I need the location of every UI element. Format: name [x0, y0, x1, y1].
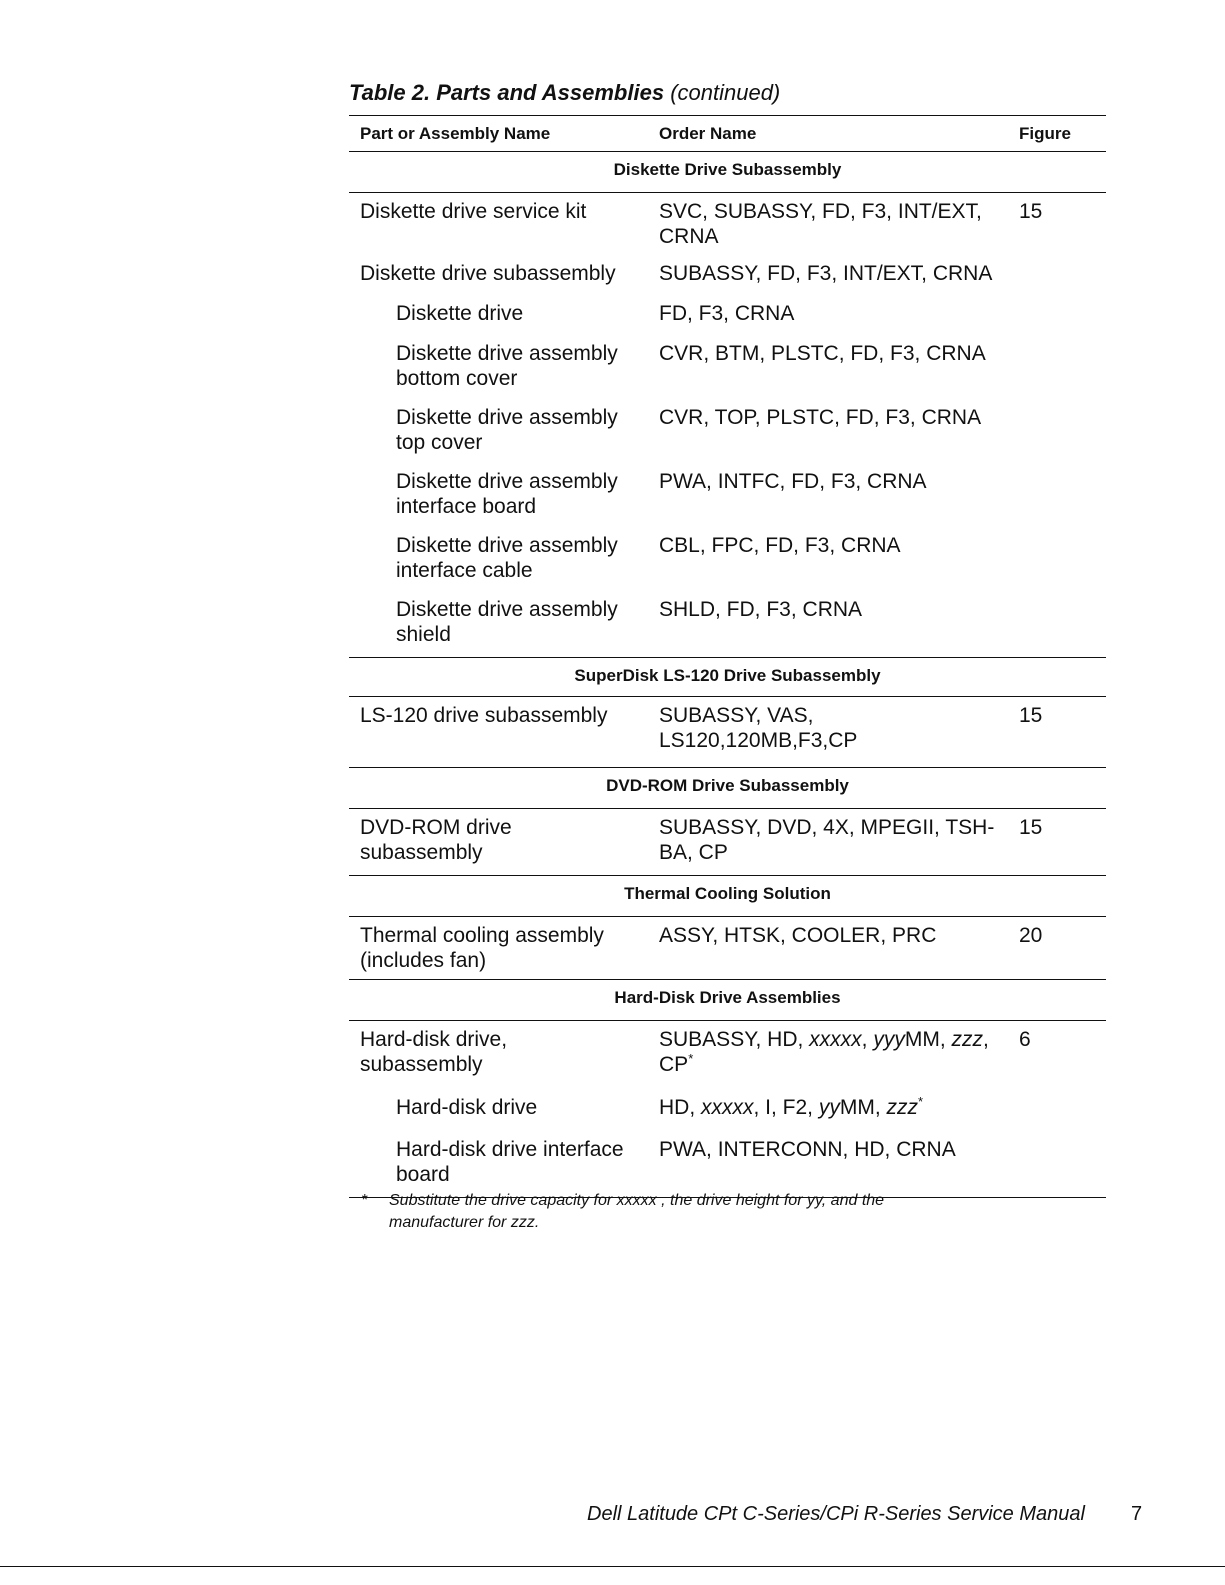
figure-number: 15 — [1019, 704, 1043, 727]
table-row — [349, 923, 1106, 979]
part-name: Diskette drive — [396, 302, 524, 325]
order-text: HD, — [659, 1096, 701, 1119]
order-name: SUBASSY, FD, F3, INT/EXT, CRNA — [659, 262, 993, 285]
part-name: Diskette drive assembly bottom cover — [396, 342, 618, 390]
table-header-row — [349, 116, 1106, 151]
section-heading-thermal: Thermal Cooling Solution — [624, 884, 831, 903]
order-name: CVR, TOP, PLSTC, FD, F3, CRNA — [659, 406, 982, 429]
section-heading-diskette: Diskette Drive Subassembly — [613, 160, 842, 179]
order-name — [659, 1027, 999, 1077]
section-rule — [349, 1020, 1106, 1021]
part-name: Diskette drive assembly interface board — [396, 470, 618, 518]
page-number: 7 — [1131, 1503, 1143, 1525]
order-name: SUBASSY, DVD, 4X, MPEGII, TSH-BA, CP — [659, 816, 995, 864]
part-name: DVD-ROM drive subassembly — [360, 816, 512, 864]
order-name — [659, 1095, 1009, 1120]
capacity-placeholder: xxxxx — [809, 1028, 862, 1051]
figure-number: 15 — [1019, 200, 1043, 223]
table-row — [349, 703, 1106, 767]
height-placeholder: yyy — [873, 1028, 905, 1051]
page-bottom-rule — [0, 1566, 1225, 1567]
order-text: , CP — [659, 1028, 989, 1076]
figure-number: 20 — [1019, 924, 1043, 947]
footnote-marker: * — [688, 1051, 694, 1066]
order-name: PWA, INTERCONN, HD, CRNA — [659, 1138, 956, 1161]
order-text: MM, — [839, 1096, 887, 1119]
order-text: , I, F2, — [753, 1096, 819, 1119]
order-text: MM, — [904, 1028, 952, 1051]
column-header-part: Part or Assembly Name — [360, 124, 551, 143]
table-title: Table 2. Parts and Assemblies — [349, 80, 665, 105]
part-name: Thermal cooling assembly (includes fan) — [360, 924, 604, 972]
order-text: , — [861, 1028, 874, 1051]
capacity-placeholder: xxxxx — [701, 1096, 754, 1119]
figure-number: 15 — [1019, 816, 1043, 839]
table-row — [349, 301, 1106, 341]
order-text: SUBASSY, HD, — [659, 1028, 810, 1051]
part-name: Diskette drive service kit — [360, 200, 587, 223]
part-name: Hard-disk drive interface board — [396, 1138, 624, 1186]
part-name: Diskette drive subassembly — [360, 262, 616, 285]
figure-number: 6 — [1019, 1028, 1031, 1051]
table-row — [349, 199, 1106, 261]
order-name: SHLD, FD, F3, CRNA — [659, 598, 863, 621]
table-row — [349, 1095, 1106, 1137]
table-row — [349, 469, 1106, 533]
footnote-text: Substitute the drive capacity for xxxxx , the drive height for yy, and the manufacturer for zzz. — [389, 1192, 885, 1231]
part-name: Hard-disk drive — [396, 1096, 538, 1119]
part-name: Hard-disk drive, subassembly — [360, 1028, 508, 1076]
order-name: SUBASSY, VAS, LS120,120MB,F3,CP — [659, 704, 858, 752]
section-heading-hdd: Hard-Disk Drive Assemblies — [614, 988, 841, 1007]
column-header-order: Order Name — [659, 124, 757, 143]
part-name: LS-120 drive subassembly — [360, 704, 608, 727]
section-rule — [349, 192, 1106, 193]
table-title-continued: (continued) — [670, 80, 781, 105]
table-row — [349, 1137, 1106, 1197]
section-rule — [349, 808, 1106, 809]
table-row — [349, 341, 1106, 405]
part-name: Diskette drive assembly top cover — [396, 406, 618, 454]
section-heading-dvd: DVD-ROM Drive Subassembly — [606, 776, 849, 795]
table-row — [349, 533, 1106, 597]
manufacturer-placeholder: zzz — [886, 1096, 919, 1119]
column-header-figure: Figure — [1019, 124, 1071, 143]
order-name: ASSY, HTSK, COOLER, PRC — [659, 924, 937, 947]
parts-table — [349, 115, 1106, 1198]
table-row — [349, 815, 1106, 875]
footnote-marker: * — [918, 1094, 924, 1109]
part-name: Diskette drive assembly shield — [396, 598, 618, 646]
section-rule — [349, 696, 1106, 697]
table-row — [349, 1027, 1106, 1095]
order-name: PWA, INTFC, FD, F3, CRNA — [659, 470, 927, 493]
manufacturer-placeholder: zzz — [951, 1028, 983, 1051]
table-row — [349, 405, 1106, 469]
order-name: CBL, FPC, FD, F3, CRNA — [659, 534, 901, 557]
table-row — [349, 261, 1106, 301]
order-name: CVR, BTM, PLSTC, FD, F3, CRNA — [659, 342, 986, 365]
height-placeholder: yy — [818, 1096, 840, 1119]
section-rule — [349, 916, 1106, 917]
section-heading-superdisk: SuperDisk LS-120 Drive Subassembly — [574, 666, 881, 685]
footnote-mark: * — [361, 1192, 368, 1209]
table-row — [349, 597, 1106, 657]
order-name: FD, F3, CRNA — [659, 302, 795, 325]
order-name: SVC, SUBASSY, FD, F3, INT/EXT, CRNA — [659, 200, 982, 248]
part-name: Diskette drive assembly interface cable — [396, 534, 618, 582]
table-caption — [349, 80, 780, 106]
page-footer-title: Dell Latitude CPt C-Series/CPi R-Series Service Manual — [587, 1503, 1085, 1525]
